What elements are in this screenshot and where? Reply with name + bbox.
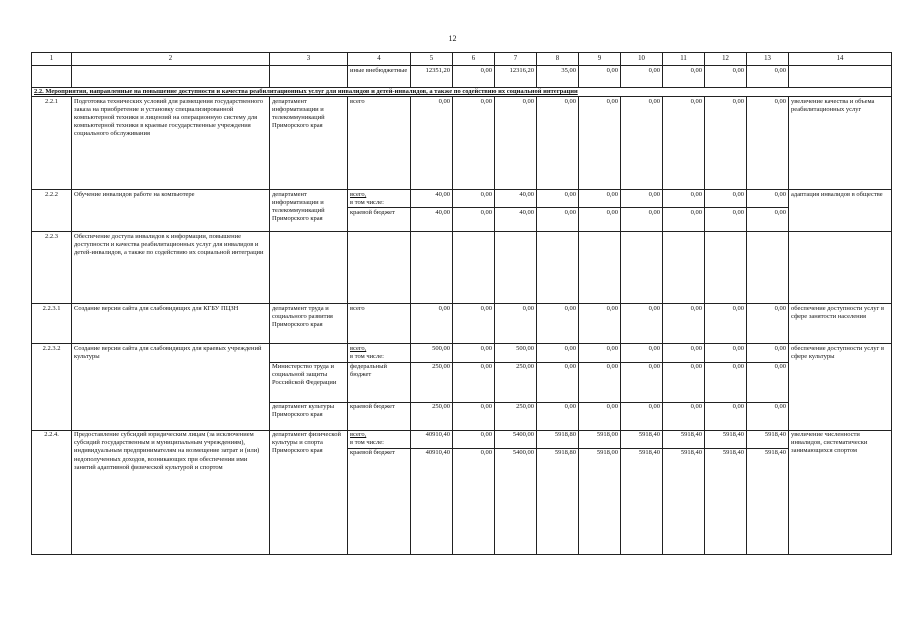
value-cell: 0,00 bbox=[495, 97, 537, 190]
value-cell: 0,00 bbox=[663, 97, 705, 190]
value-cell: 0,00 bbox=[579, 66, 621, 88]
expected-result: увеличение качества и объема реабилитационных услуг bbox=[789, 97, 892, 190]
value-cell: 0,00 bbox=[747, 97, 789, 190]
value-cell: 0,00 bbox=[453, 402, 495, 430]
value-cell: 0,00 bbox=[621, 402, 663, 430]
value-cell: 5918,40 bbox=[663, 430, 705, 448]
value-cell: 0,00 bbox=[537, 344, 579, 362]
executor: департамент физической культуры и спорта Приморского края bbox=[270, 430, 348, 554]
value-cell: 0,00 bbox=[537, 208, 579, 232]
col-header: 4 bbox=[348, 53, 411, 66]
value-cell: 0,00 bbox=[747, 304, 789, 344]
value-cell: 500,00 bbox=[495, 344, 537, 362]
value-cell: 0,00 bbox=[747, 344, 789, 362]
col-header: 11 bbox=[663, 53, 705, 66]
value-cell: 0,00 bbox=[747, 190, 789, 208]
value-cell: 0,00 bbox=[747, 402, 789, 430]
value-cell: 40910,40 bbox=[411, 448, 453, 554]
funding-source: федеральный бюджет bbox=[348, 362, 411, 402]
col-header: 6 bbox=[453, 53, 495, 66]
value-cell: 0,00 bbox=[579, 97, 621, 190]
value-cell: 5918,40 bbox=[747, 448, 789, 554]
item-number: 2.2.3.2 bbox=[32, 344, 72, 430]
program-table bbox=[31, 52, 892, 555]
value-cell: 5918,40 bbox=[705, 430, 747, 448]
value-cell: 0,00 bbox=[621, 97, 663, 190]
item-name: Предоставление субсидий юридическим лицам (за исключением субсидий государственным и муниципальным учреждениям), индивидуальным предпринимателям на возмещение затрат и (или) недополученных доходов, возникающих при обеспечении ими занятий адаптивной физической культурой и спортом bbox=[72, 430, 270, 554]
table-row bbox=[32, 190, 892, 208]
item-number: 2.2.1 bbox=[32, 97, 72, 190]
value-cell: 5918,80 bbox=[537, 430, 579, 448]
value-cell: 5918,80 bbox=[537, 448, 579, 554]
value-cell: 0,00 bbox=[705, 97, 747, 190]
value-cell: 0,00 bbox=[579, 190, 621, 208]
value-cell: 0,00 bbox=[621, 208, 663, 232]
value-cell: 40910,40 bbox=[411, 430, 453, 448]
funding-source: всего bbox=[348, 304, 411, 344]
executor: департамент труда и социального развития Приморского края bbox=[270, 304, 348, 344]
value-cell: 0,00 bbox=[663, 362, 705, 402]
value-cell: 0,00 bbox=[579, 344, 621, 362]
value-cell: 0,00 bbox=[537, 362, 579, 402]
value-cell: 0,00 bbox=[621, 304, 663, 344]
value-cell: 0,00 bbox=[537, 190, 579, 208]
value-cell: 250,00 bbox=[411, 402, 453, 430]
value-cell: 250,00 bbox=[495, 402, 537, 430]
value-cell: 0,00 bbox=[453, 344, 495, 362]
col-header: 12 bbox=[705, 53, 747, 66]
value-cell: 5918,00 bbox=[579, 430, 621, 448]
value-cell: 0,00 bbox=[663, 344, 705, 362]
executor: Министерство труда и социальной защиты Российской Федерации bbox=[270, 362, 348, 402]
col-header: 8 bbox=[537, 53, 579, 66]
value-cell: 0,00 bbox=[537, 97, 579, 190]
table-row bbox=[32, 344, 892, 362]
expected-result: адаптация инвалидов в обществе bbox=[789, 190, 892, 232]
value-cell: 0,00 bbox=[705, 402, 747, 430]
value-cell: 0,00 bbox=[705, 66, 747, 88]
funding-source: иные внебюджетные bbox=[348, 66, 411, 88]
col-header: 3 bbox=[270, 53, 348, 66]
value-cell: 5918,40 bbox=[663, 448, 705, 554]
value-cell: 5918,40 bbox=[621, 430, 663, 448]
value-cell: 500,00 bbox=[411, 344, 453, 362]
col-header: 1 bbox=[32, 53, 72, 66]
value-cell: 0,00 bbox=[705, 344, 747, 362]
value-cell: 0,00 bbox=[537, 402, 579, 430]
value-cell: 0,00 bbox=[621, 66, 663, 88]
value-cell: 0,00 bbox=[621, 344, 663, 362]
value-cell: 0,00 bbox=[663, 190, 705, 208]
funding-source: всего bbox=[348, 97, 411, 190]
value-cell: 0,00 bbox=[453, 362, 495, 402]
value-cell: 12316,20 bbox=[495, 66, 537, 88]
value-cell: 250,00 bbox=[411, 362, 453, 402]
value-cell: 5918,40 bbox=[621, 448, 663, 554]
table-row bbox=[32, 304, 892, 344]
col-header: 5 bbox=[411, 53, 453, 66]
value-cell: 0,00 bbox=[453, 304, 495, 344]
funding-source: всего, в том числе: bbox=[348, 430, 411, 448]
value-cell: 0,00 bbox=[579, 402, 621, 430]
funding-source: всего, в том числе: bbox=[348, 344, 411, 362]
value-cell: 0,00 bbox=[579, 304, 621, 344]
col-header: 10 bbox=[621, 53, 663, 66]
value-cell: 0,00 bbox=[705, 190, 747, 208]
item-number: 2.2.2 bbox=[32, 190, 72, 232]
section-title: 2.2. Мероприятия, направленные на повышение доступности и качества реабилитационных услуг для инвалидов и детей-инвалидов, а также по содействию их социальной интеграции bbox=[32, 88, 892, 97]
table-row bbox=[32, 430, 892, 448]
col-header: 14 bbox=[789, 53, 892, 66]
expected-result: увеличение численности инвалидов, систематически занимающихся спортом bbox=[789, 430, 892, 554]
value-cell: 0,00 bbox=[579, 362, 621, 402]
item-name: Обучение инвалидов работе на компьютере bbox=[72, 190, 270, 232]
table-row bbox=[32, 97, 892, 190]
value-cell: 0,00 bbox=[747, 208, 789, 232]
value-cell: 0,00 bbox=[663, 402, 705, 430]
value-cell: 5918,40 bbox=[705, 448, 747, 554]
item-name: Подготовка технических условий для размещения государственного заказа на приобретение и установку специализированной компьютерной техники и лицензий на операционную систему для компьютерной техники в краевые государственные учреждения социального обслуживания bbox=[72, 97, 270, 190]
funding-source: всего, в том числе: bbox=[348, 190, 411, 208]
item-number: 2.2.3 bbox=[32, 232, 72, 304]
value-cell: 0,00 bbox=[621, 190, 663, 208]
value-cell: 0,00 bbox=[705, 208, 747, 232]
section-row bbox=[32, 88, 892, 97]
value-cell: 5918,40 bbox=[747, 430, 789, 448]
expected-result: обеспечение доступности услуг в сфере занятости населения bbox=[789, 304, 892, 344]
item-name: Обеспечение доступа инвалидов к информации, повышение доступности и качества реабилитационных услуг для инвалидов и детей-инвалидов, а также по содействию их социальной интеграции bbox=[72, 232, 270, 304]
value-cell: 0,00 bbox=[663, 66, 705, 88]
col-header: 9 bbox=[579, 53, 621, 66]
value-cell: 0,00 bbox=[747, 362, 789, 402]
col-header: 13 bbox=[747, 53, 789, 66]
col-header: 7 bbox=[495, 53, 537, 66]
value-cell: 0,00 bbox=[663, 304, 705, 344]
col-header: 2 bbox=[72, 53, 270, 66]
value-cell: 0,00 bbox=[705, 362, 747, 402]
value-cell: 0,00 bbox=[411, 304, 453, 344]
value-cell: 0,00 bbox=[537, 304, 579, 344]
value-cell: 40,00 bbox=[411, 190, 453, 208]
expected-result: обеспечение доступности услуг в сфере культуры bbox=[789, 344, 892, 430]
item-name: Создание версии сайта для слабовидящих для краевых учреждений культуры bbox=[72, 344, 270, 430]
executor: департамент культуры Приморского края bbox=[270, 402, 348, 430]
value-cell: 0,00 bbox=[411, 97, 453, 190]
value-cell: 0,00 bbox=[495, 304, 537, 344]
value-cell: 5400,00 bbox=[495, 448, 537, 554]
value-cell: 0,00 bbox=[453, 208, 495, 232]
value-cell: 0,00 bbox=[453, 97, 495, 190]
value-cell: 0,00 bbox=[453, 66, 495, 88]
value-cell: 0,00 bbox=[453, 430, 495, 448]
value-cell: 40,00 bbox=[411, 208, 453, 232]
value-cell: 0,00 bbox=[453, 190, 495, 208]
table-row bbox=[32, 66, 892, 88]
value-cell: 5400,00 bbox=[495, 430, 537, 448]
item-number: 2.2.4. bbox=[32, 430, 72, 554]
header-row bbox=[32, 53, 892, 66]
value-cell: 250,00 bbox=[495, 362, 537, 402]
value-cell: 0,00 bbox=[453, 448, 495, 554]
funding-source: краевой бюджет bbox=[348, 208, 411, 232]
item-name: Создание версии сайта для слабовидящих для КГБУ ПЦЗН bbox=[72, 304, 270, 344]
funding-source: краевой бюджет bbox=[348, 402, 411, 430]
value-cell: 40,00 bbox=[495, 208, 537, 232]
value-cell: 40,00 bbox=[495, 190, 537, 208]
executor: департамент информатизации и телекоммуникаций Приморского края bbox=[270, 97, 348, 190]
table-row bbox=[32, 232, 892, 304]
value-cell: 0,00 bbox=[747, 66, 789, 88]
value-cell: 5918,00 bbox=[579, 448, 621, 554]
value-cell: 0,00 bbox=[621, 362, 663, 402]
value-cell: 35,00 bbox=[537, 66, 579, 88]
item-number: 2.2.3.1 bbox=[32, 304, 72, 344]
funding-source: краевой бюджет bbox=[348, 448, 411, 554]
value-cell: 0,00 bbox=[705, 304, 747, 344]
value-cell: 12351,20 bbox=[411, 66, 453, 88]
page-number: 12 bbox=[448, 34, 457, 43]
value-cell: 0,00 bbox=[663, 208, 705, 232]
value-cell: 0,00 bbox=[579, 208, 621, 232]
executor: департамент информатизации и телекоммуникаций Приморского края bbox=[270, 190, 348, 232]
